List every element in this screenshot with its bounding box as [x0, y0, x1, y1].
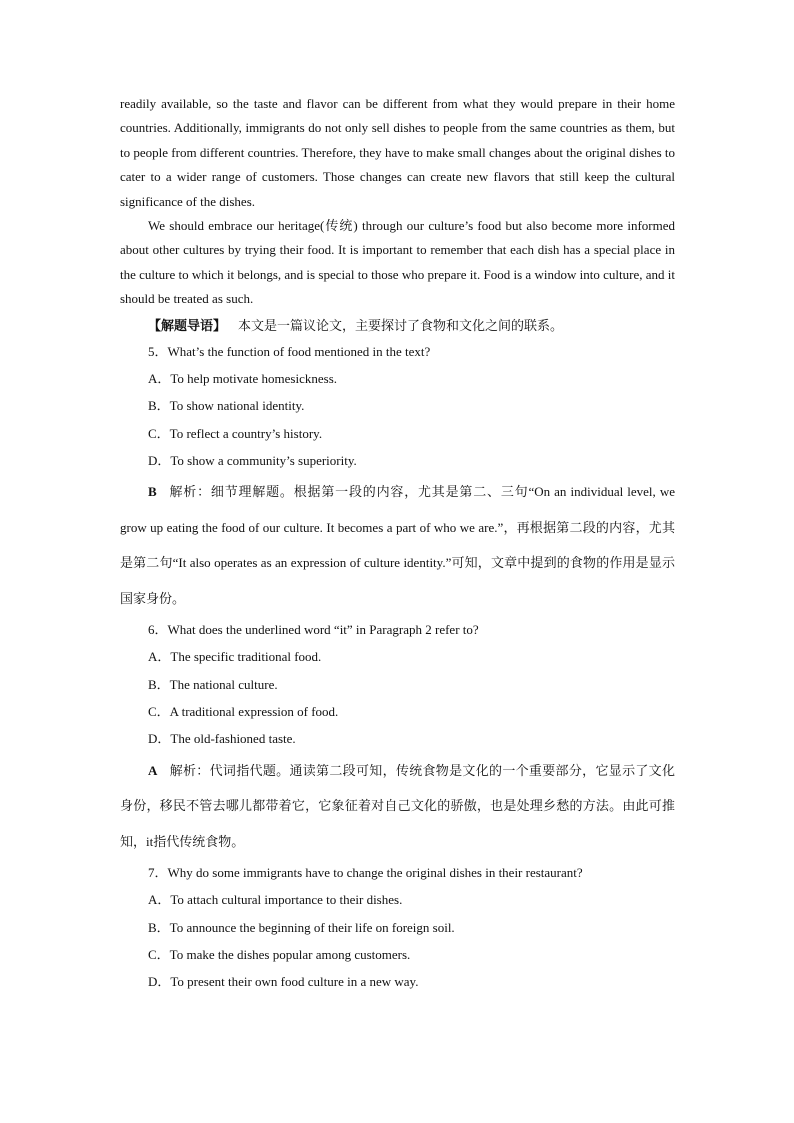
- option-b: B．To announce the beginning of their life on foreign soil.: [148, 919, 455, 935]
- question-stem: 5．What’s the function of food mentioned in the text?: [148, 343, 431, 359]
- option-c: C．To make the dishes popular among customers.: [148, 947, 411, 963]
- option-d: D．The old-fashioned taste.: [148, 731, 296, 747]
- option-a: A．To attach cultural importance to their dishes.: [148, 892, 403, 908]
- passage-paragraph-2: We should embrace our heritage(传统) through our culture’s food but also become more informed about other cultures by trying their food. It is important to remember that each dish has a special place in the culture to which it belongs, and is special to those who prepare it. Food is a window into culture, and it should be treated as such.: [120, 218, 675, 307]
- option-d: D．To present their own food culture in a new way.: [148, 974, 419, 990]
- option-a: A．To help motivate homesickness.: [148, 370, 338, 386]
- option-c: C．A traditional expression of food.: [148, 704, 339, 720]
- answer-letter: A: [148, 762, 158, 778]
- option-a: A．The specific traditional food.: [148, 649, 322, 665]
- passage-paragraph-1: readily available, so the taste and flavor can be different from what they would prepare in their home countries. Additionally, immigrants do not only sell dishes to people from the same countries as them, but to people from different countries. Therefore, they have to make small changes about the original dishes to cater to a wider range of customers. Those changes can create new flavors that still keep the cultural significance of the dishes.: [120, 96, 675, 209]
- question-stem: 7．Why do some immigrants have to change the original dishes in their restaurant?: [148, 865, 583, 881]
- question-6: [120, 616, 675, 859]
- option-b: B．To show national identity.: [148, 398, 305, 414]
- option-d: D．To show a community’s superiority.: [148, 452, 357, 468]
- analysis-text: 解析：细节理解题。根据第一段的内容，尤其是第二、三句“On an individual level, we grow up eating the food of our culture. It becomes a part of who we are.”，再根据第二段的内容，尤其是第二句“It also operates as an expression of culture identity.”可知，文章中提到的食物的作用是显示国家身份。: [120, 484, 675, 606]
- question-7: [120, 859, 675, 995]
- answer-analysis: [120, 474, 675, 616]
- option-b: B．The national culture.: [148, 676, 278, 692]
- answer-letter: B: [148, 484, 157, 500]
- guide-text: 本文是一篇议论文，主要探讨了食物和文化之间的联系。: [238, 317, 564, 333]
- document-page: [120, 92, 675, 996]
- analysis-text: 解析：代词指代题。通读第二段可知，传统食物是文化的一个重要部分，它显示了文化身份，移民不管去哪儿都带着它，它象征着对自己文化的骄傲，也是处理乡愁的方法。由此可推知，it指代传统食物。: [120, 762, 675, 849]
- question-stem: 6．What does the underlined word “it” in Paragraph 2 refer to?: [148, 622, 479, 638]
- guide-label: 【解题导语】: [148, 317, 227, 333]
- option-c: C．To reflect a country’s history.: [148, 425, 323, 441]
- guide-note: [120, 314, 675, 338]
- answer-analysis: [120, 753, 675, 860]
- question-5: [120, 338, 675, 616]
